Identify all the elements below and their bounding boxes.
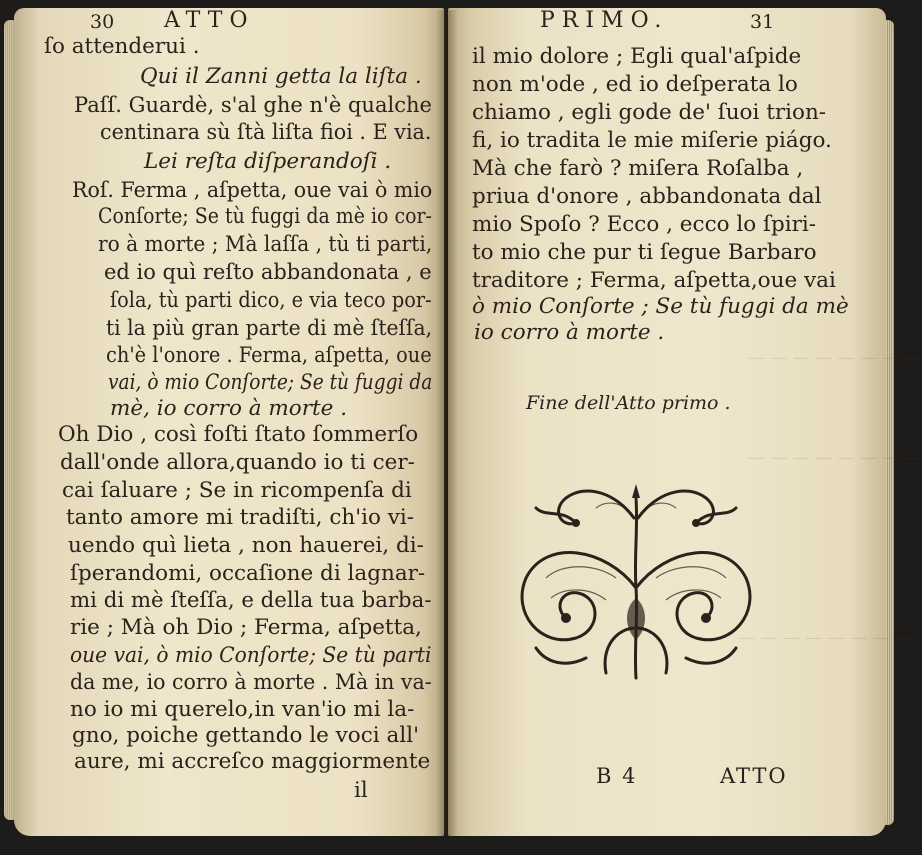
show-through-text: — — — — — — — — — [738, 628, 912, 648]
show-through-text: — — — — — — — — — [748, 448, 922, 468]
left-page-number: 30 — [90, 11, 115, 33]
left-line-25: no io mi querelo,in van'io mi la- — [70, 697, 415, 722]
left-line-27: aure, mi accreſco maggiormente — [74, 749, 431, 774]
show-through-text: — — — — — — — — — [748, 348, 922, 368]
left-line-19: uendo quì lieta , non hauerei, di- — [68, 533, 424, 558]
left-line-20: ſperandomi, occaſione di lagnar- — [70, 561, 426, 586]
left-line-9: ed io quì reſto abbandonata , e — [104, 260, 432, 285]
left-line-1: ſo attenderui . — [44, 34, 200, 59]
left-line-22: rie ; Mà oh Dio ; Ferma, aſpetta, — [70, 615, 422, 640]
right-line-2: non m'ode , ed io deſperata lo — [472, 72, 798, 97]
right-running-head: PRIMO. — [540, 8, 669, 33]
right-catchword: ATTO — [720, 764, 788, 788]
left-line-17: cai ſaluare ; Se in ricompenſa di — [62, 478, 412, 503]
left-line-23: oue vai, ò mio Conſorte; Se tù parti — [70, 643, 432, 668]
right-line-3: chiamo , egli gode de' ſuoi trion- — [472, 100, 827, 125]
left-line-7: Conſorte; Se tù fuggi da mè io cor- — [98, 204, 432, 229]
right-line-10: ò mio Conſorte ; Se tù fuggi da mè — [472, 294, 849, 319]
left-line-4: centinara sù ſtà liſta fioi . E via. — [100, 120, 432, 145]
left-page — [14, 8, 444, 836]
right-line-11: io corro à morte . — [474, 320, 665, 345]
left-line-21: mi di mè ſteſſa, e della tua barba- — [70, 588, 432, 613]
right-line-6: priua d'onore , abbandonata dal — [472, 184, 822, 209]
left-line-5: Lei reſta diſperandoſi . — [144, 149, 392, 174]
acanthus-scroll-ornament — [506, 478, 766, 688]
left-line-6: Roſ. Ferma , aſpetta, oue vai ò mio — [72, 178, 433, 203]
right-line-9: traditore ; Ferma, aſpetta,oue vai — [472, 268, 836, 293]
right-line-8: to mio che pur ti ſegue Barbaro — [472, 240, 817, 265]
right-line-4: fi, io tradita le mie miſerie piágo. — [472, 128, 832, 153]
left-line-13: vai, ò mio Conſorte; Se tù fuggi da — [108, 370, 433, 395]
right-line-1: il mio dolore ; Egli qual'aſpide — [472, 44, 802, 69]
right-line-5: Mà che farò ? miſera Roſalba , — [472, 156, 804, 181]
left-line-16: dall'onde allora,quando io ti cer- — [60, 450, 415, 475]
right-line-7: mio Spoſo ? Ecco , ecco lo ſpiri- — [472, 212, 817, 237]
right-page — [448, 8, 922, 836]
signature-mark: B 4 — [596, 764, 638, 788]
left-line-24: da me, io corro à morte . Mà in va- — [70, 670, 432, 695]
left-line-2: Qui il Zanni getta la liſta . — [140, 64, 422, 89]
left-line-14: mè, io corro à morte . — [110, 396, 348, 421]
left-line-3: Paſſ. Guardè, s'al ghe n'è qualche — [74, 93, 432, 118]
left-line-12: ch'è l'onore . Ferma, aſpetta, oue — [106, 343, 432, 368]
book-gutter — [436, 10, 458, 836]
left-line-15: Oh Dio , così foſti ſtato ſommerſo — [58, 422, 419, 447]
left-line-18: tanto amore mi tradiſti, ch'io vi- — [66, 505, 415, 530]
left-running-head: ATTO — [164, 8, 255, 33]
right-page-number: 31 — [750, 11, 775, 33]
left-line-10: ſola, tù parti dico, e via teco por- — [110, 288, 432, 313]
left-catchword: il — [354, 778, 368, 803]
act-end-line: Fine dell'Atto primo . — [526, 392, 731, 414]
left-line-11: ti la più gran parte di mè ſteſſa, — [106, 316, 433, 341]
left-line-8: ro à morte ; Mà laſſa , tù ti parti, — [98, 232, 433, 257]
left-line-26: gno, poiche gettando le voci all' — [72, 723, 419, 748]
